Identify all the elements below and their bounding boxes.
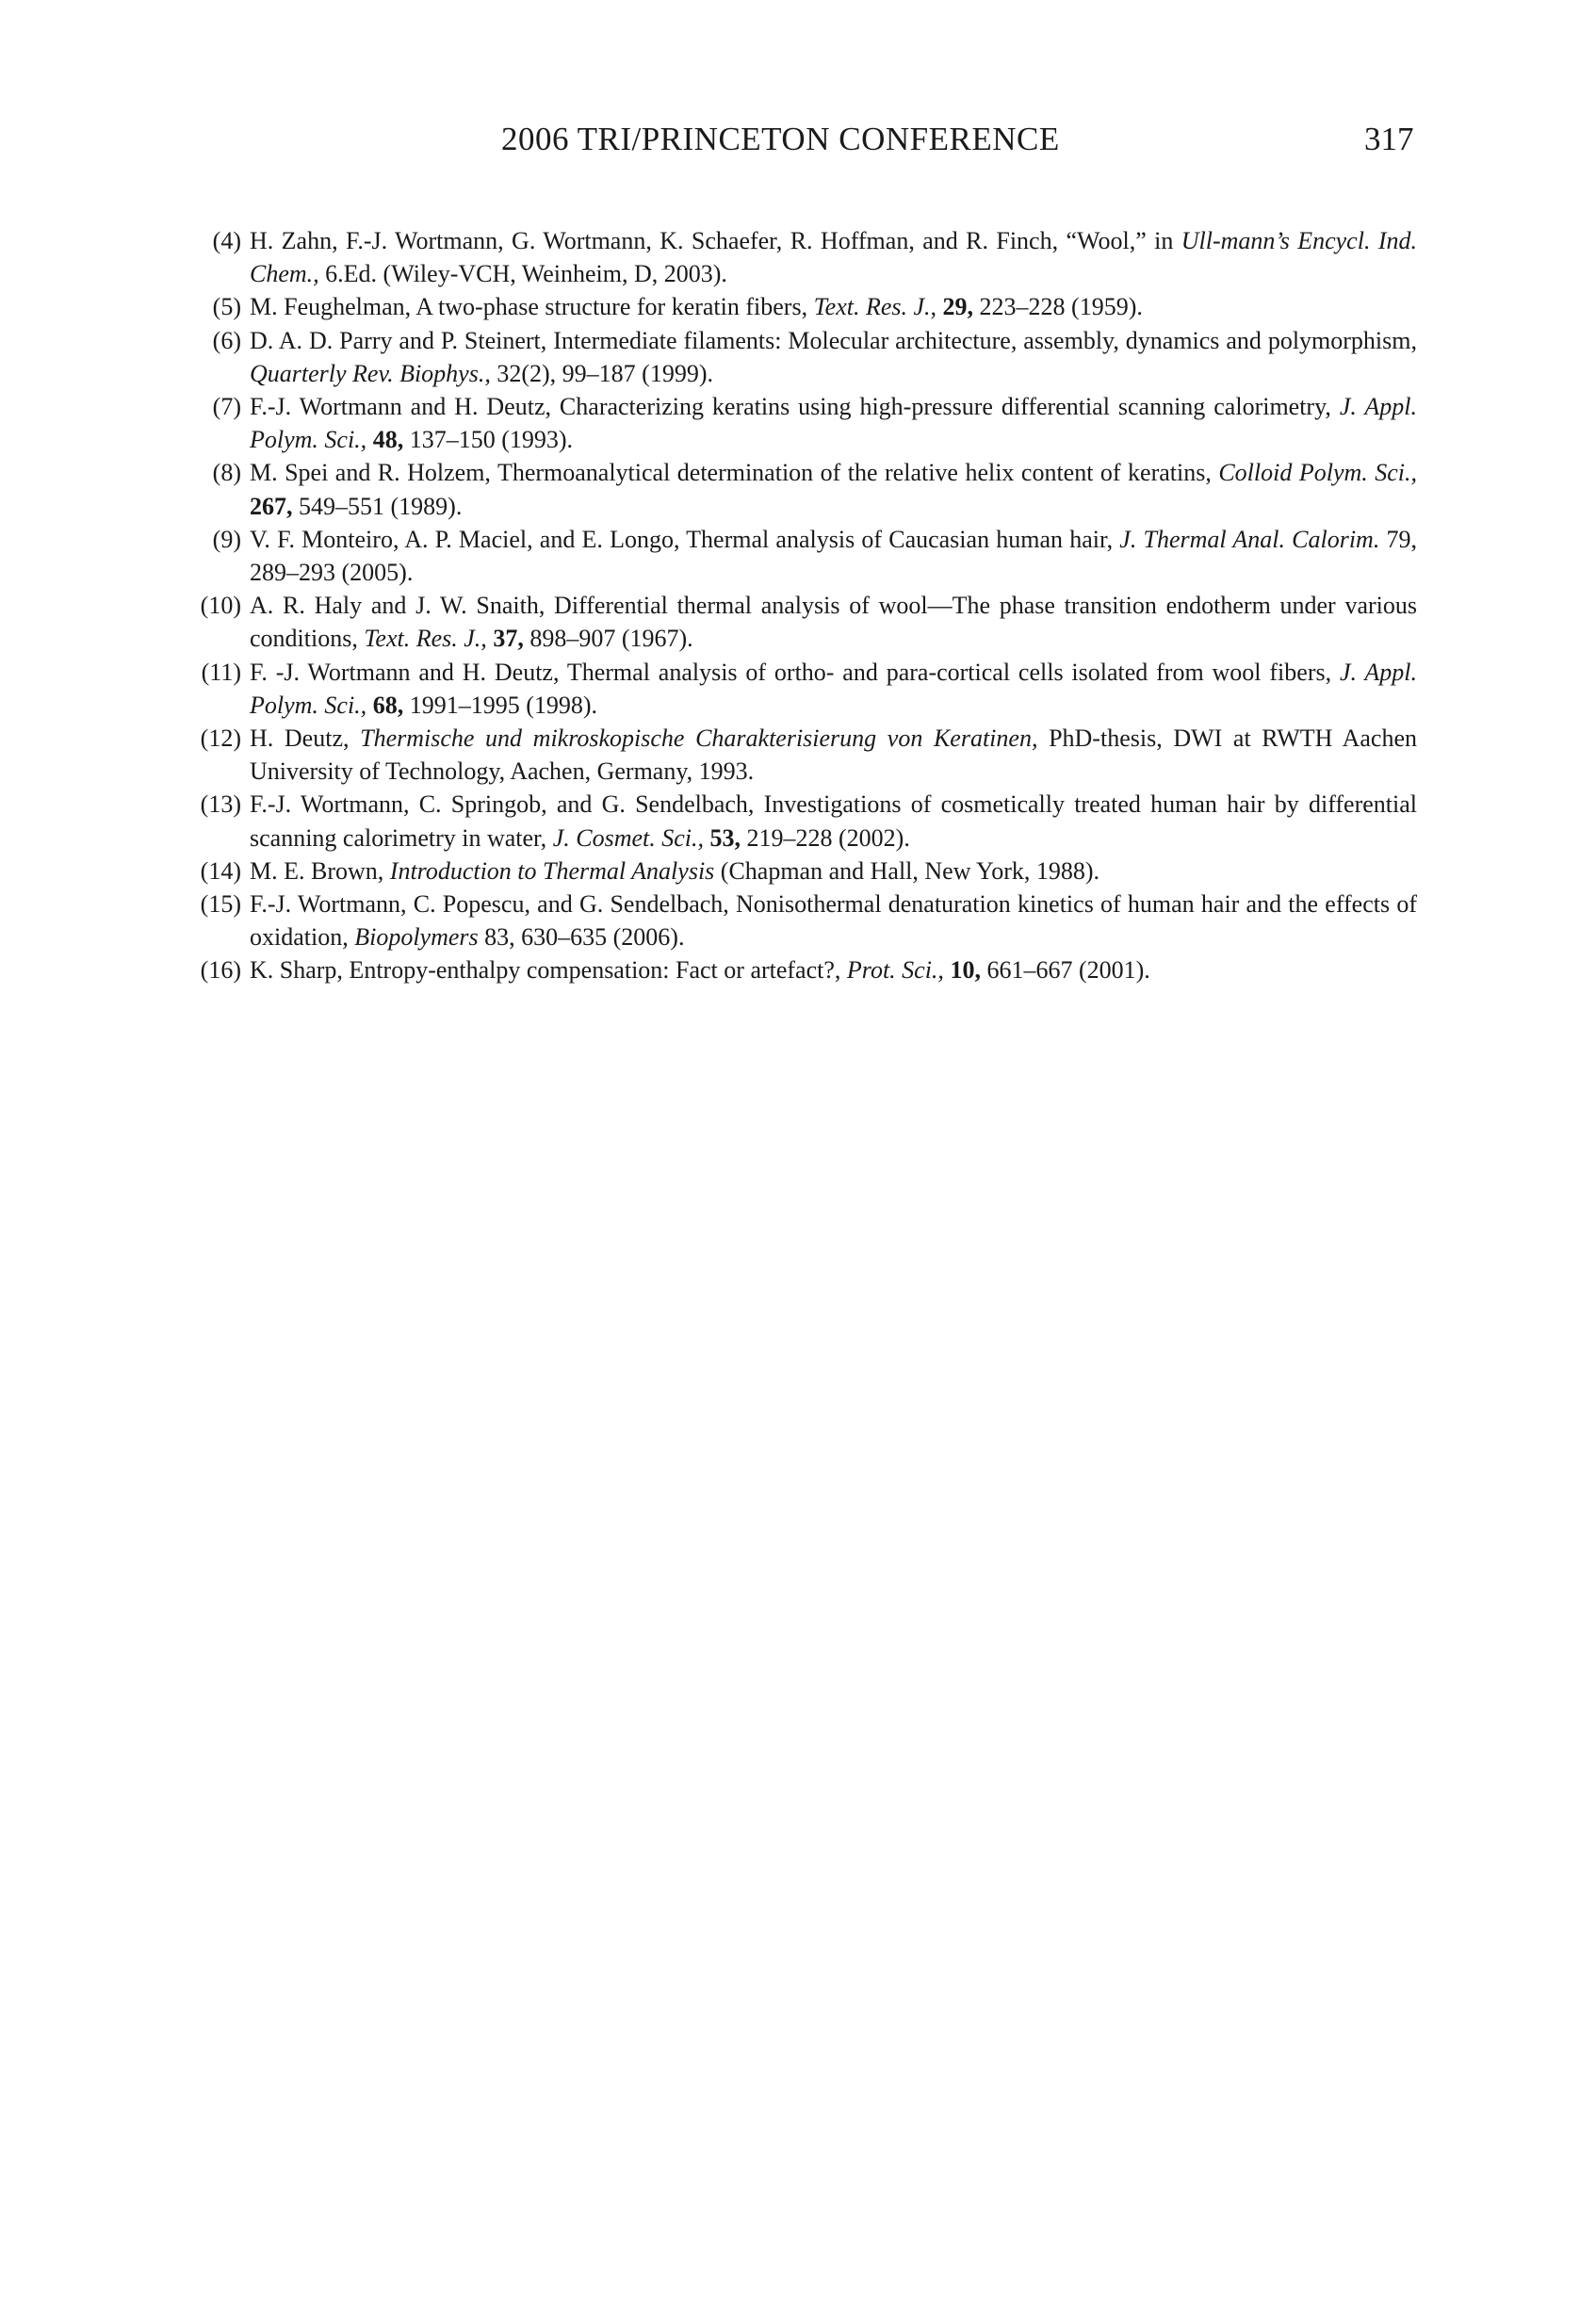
reference-italic-segment: Biopolymers (354, 923, 479, 952)
reference-italic-segment: J. Cosmet. Sci., (552, 823, 704, 852)
reference-number: (14) (200, 856, 241, 885)
reference-text (250, 290, 1417, 323)
reference-italic-segment: Introduction to Thermal Analysis (389, 856, 715, 885)
reference-text (250, 788, 1417, 854)
reference-segment: (Chapman and Hall, New York, 1988). (714, 856, 1100, 885)
reference-text (250, 953, 1417, 986)
reference-segment: 219–228 (2002). (741, 823, 910, 852)
reference-item (188, 656, 1417, 722)
reference-volume: 10, (950, 956, 981, 985)
reference-item (188, 855, 1417, 887)
reference-number: (16) (200, 956, 241, 985)
reference-italic-segment: Prot. Sci., (846, 956, 944, 985)
reference-text (250, 887, 1417, 953)
reference-segment: 223–228 (1959). (973, 293, 1143, 321)
reference-number: (6) (212, 326, 241, 354)
reference-text (250, 324, 1417, 390)
reference-number: (8) (212, 459, 241, 487)
reference-segment: M. Spei and R. Holzem, Thermoanalytical determination of the relative helix content of keratins, (250, 459, 1219, 487)
reference-number: (7) (212, 393, 241, 421)
reference-text (250, 523, 1417, 589)
reference-italic-segment: Text. Res. J., (813, 293, 937, 321)
reference-segment: 1991–1995 (1998). (403, 691, 598, 719)
reference-number: (9) (212, 525, 241, 553)
reference-volume: 267, (250, 492, 293, 520)
reference-segment: 6.Ed. (Wiley-VCH, Weinheim, D, 2003). (318, 260, 727, 288)
reference-item (188, 589, 1417, 655)
reference-segment: D. A. D. Parry and P. Steinert, Intermediate filaments: Molecular architecture, assembly, dynamics and polymorphism, (250, 326, 1417, 354)
reference-item (188, 722, 1417, 788)
reference-text (250, 390, 1417, 456)
reference-segment: 137–150 (1993). (403, 426, 574, 454)
reference-item (188, 523, 1417, 589)
reference-item (188, 224, 1417, 290)
reference-text (250, 589, 1417, 655)
reference-number: (5) (212, 293, 241, 321)
reference-volume: 48, (372, 426, 404, 454)
reference-italic-segment: Text. Res. J., (364, 625, 487, 653)
reference-segment: V. F. Monteiro, A. P. Maciel, and E. Longo, Thermal analysis of Caucasian human hair, (250, 525, 1120, 553)
reference-segment: H. Deutz, (250, 725, 361, 753)
reference-volume: 37, (493, 625, 524, 653)
reference-segment: H. Zahn, F.-J. Wortmann, G. Wortmann, K. Schaefer, R. Hoffman, and R. Finch, “Wool,” in (250, 227, 1181, 254)
reference-segment: 549–551 (1989). (292, 492, 463, 520)
reference-item (188, 788, 1417, 854)
reference-number: (11) (201, 658, 241, 686)
reference-text (250, 224, 1417, 290)
reference-segment: 79, 289–293 (2005). (250, 525, 1418, 587)
reference-segment: F. -J. Wortmann and H. Deutz, Thermal analysis of ortho- and para-cortical cells isolated from wool fibers, (250, 658, 1340, 686)
reference-segment: 898–907 (1967). (523, 625, 693, 653)
reference-volume: 68, (372, 691, 404, 719)
reference-italic-segment: Colloid Polym. Sci., (1218, 459, 1417, 487)
reference-italic-segment: J. Appl. Polym. Sci., (250, 393, 1417, 454)
reference-number: (10) (200, 592, 241, 620)
reference-segment: M. E. Brown, (250, 856, 390, 885)
reference-segment: F.-J. Wortmann and H. Deutz, Characterizing keratins using high-pressure differential scanning calorimetry, (250, 393, 1340, 421)
page-number: 317 (1364, 121, 1414, 157)
reference-text (250, 855, 1417, 887)
reference-number: (4) (212, 227, 241, 254)
reference-item (188, 456, 1417, 522)
reference-segment: 83, 630–635 (2006). (478, 923, 685, 952)
reference-text (250, 722, 1417, 788)
reference-segment: F.-J. Wortmann, C. Springob, and G. Sendelbach, Investigations of cosmetically treated human hair by differential scanning calorimetry in water, (250, 790, 1417, 852)
reference-segment: M. Feughelman, A two-phase structure for keratin fibers, (250, 293, 814, 321)
reference-italic-segment: J. Appl. Polym. Sci., (250, 658, 1417, 719)
running-header (0, 121, 1596, 168)
reference-item (188, 290, 1417, 323)
reference-text (250, 656, 1417, 722)
reference-segment: A. R. Haly and J. W. Snaith, Differential thermal analysis of wool—The phase transition endotherm under various conditions, (250, 592, 1417, 653)
running-title: 2006 TRI/PRINCETON CONFERENCE (501, 121, 1060, 157)
reference-segment: 661–667 (2001). (980, 956, 1150, 985)
reference-list (188, 224, 1417, 987)
reference-italic-segment: Ull-mann’s Encycl. Ind. Chem., (250, 227, 1417, 288)
reference-italic-segment: Quarterly Rev. Biophys., (250, 359, 491, 387)
reference-item (188, 953, 1417, 986)
reference-item (188, 887, 1417, 953)
reference-italic-segment: J. Thermal Anal. Calorim. (1119, 525, 1380, 553)
reference-text (250, 456, 1417, 522)
reference-segment: 32(2), 99–187 (1999). (490, 359, 713, 387)
reference-number: (12) (200, 725, 241, 753)
reference-italic-segment: Thermische und mikroskopische Charakterisierung von Keratinen, (360, 725, 1038, 753)
reference-segment: K. Sharp, Entropy-enthalpy compensation: Fact or artefact?, (250, 956, 847, 985)
reference-item (188, 390, 1417, 456)
reference-number: (15) (200, 890, 241, 919)
reference-volume: 53, (709, 823, 741, 852)
reference-volume: 29, (942, 293, 974, 321)
reference-item (188, 324, 1417, 390)
reference-segment: F.-J. Wortmann, C. Popescu, and G. Sendelbach, Nonisothermal denaturation kinetics of human hair and the effects of oxidation, (250, 890, 1417, 952)
reference-number: (13) (200, 790, 241, 819)
reference-segment: PhD-thesis, DWI at RWTH Aachen University of Technology, Aachen, Germany, 1993. (250, 725, 1417, 786)
